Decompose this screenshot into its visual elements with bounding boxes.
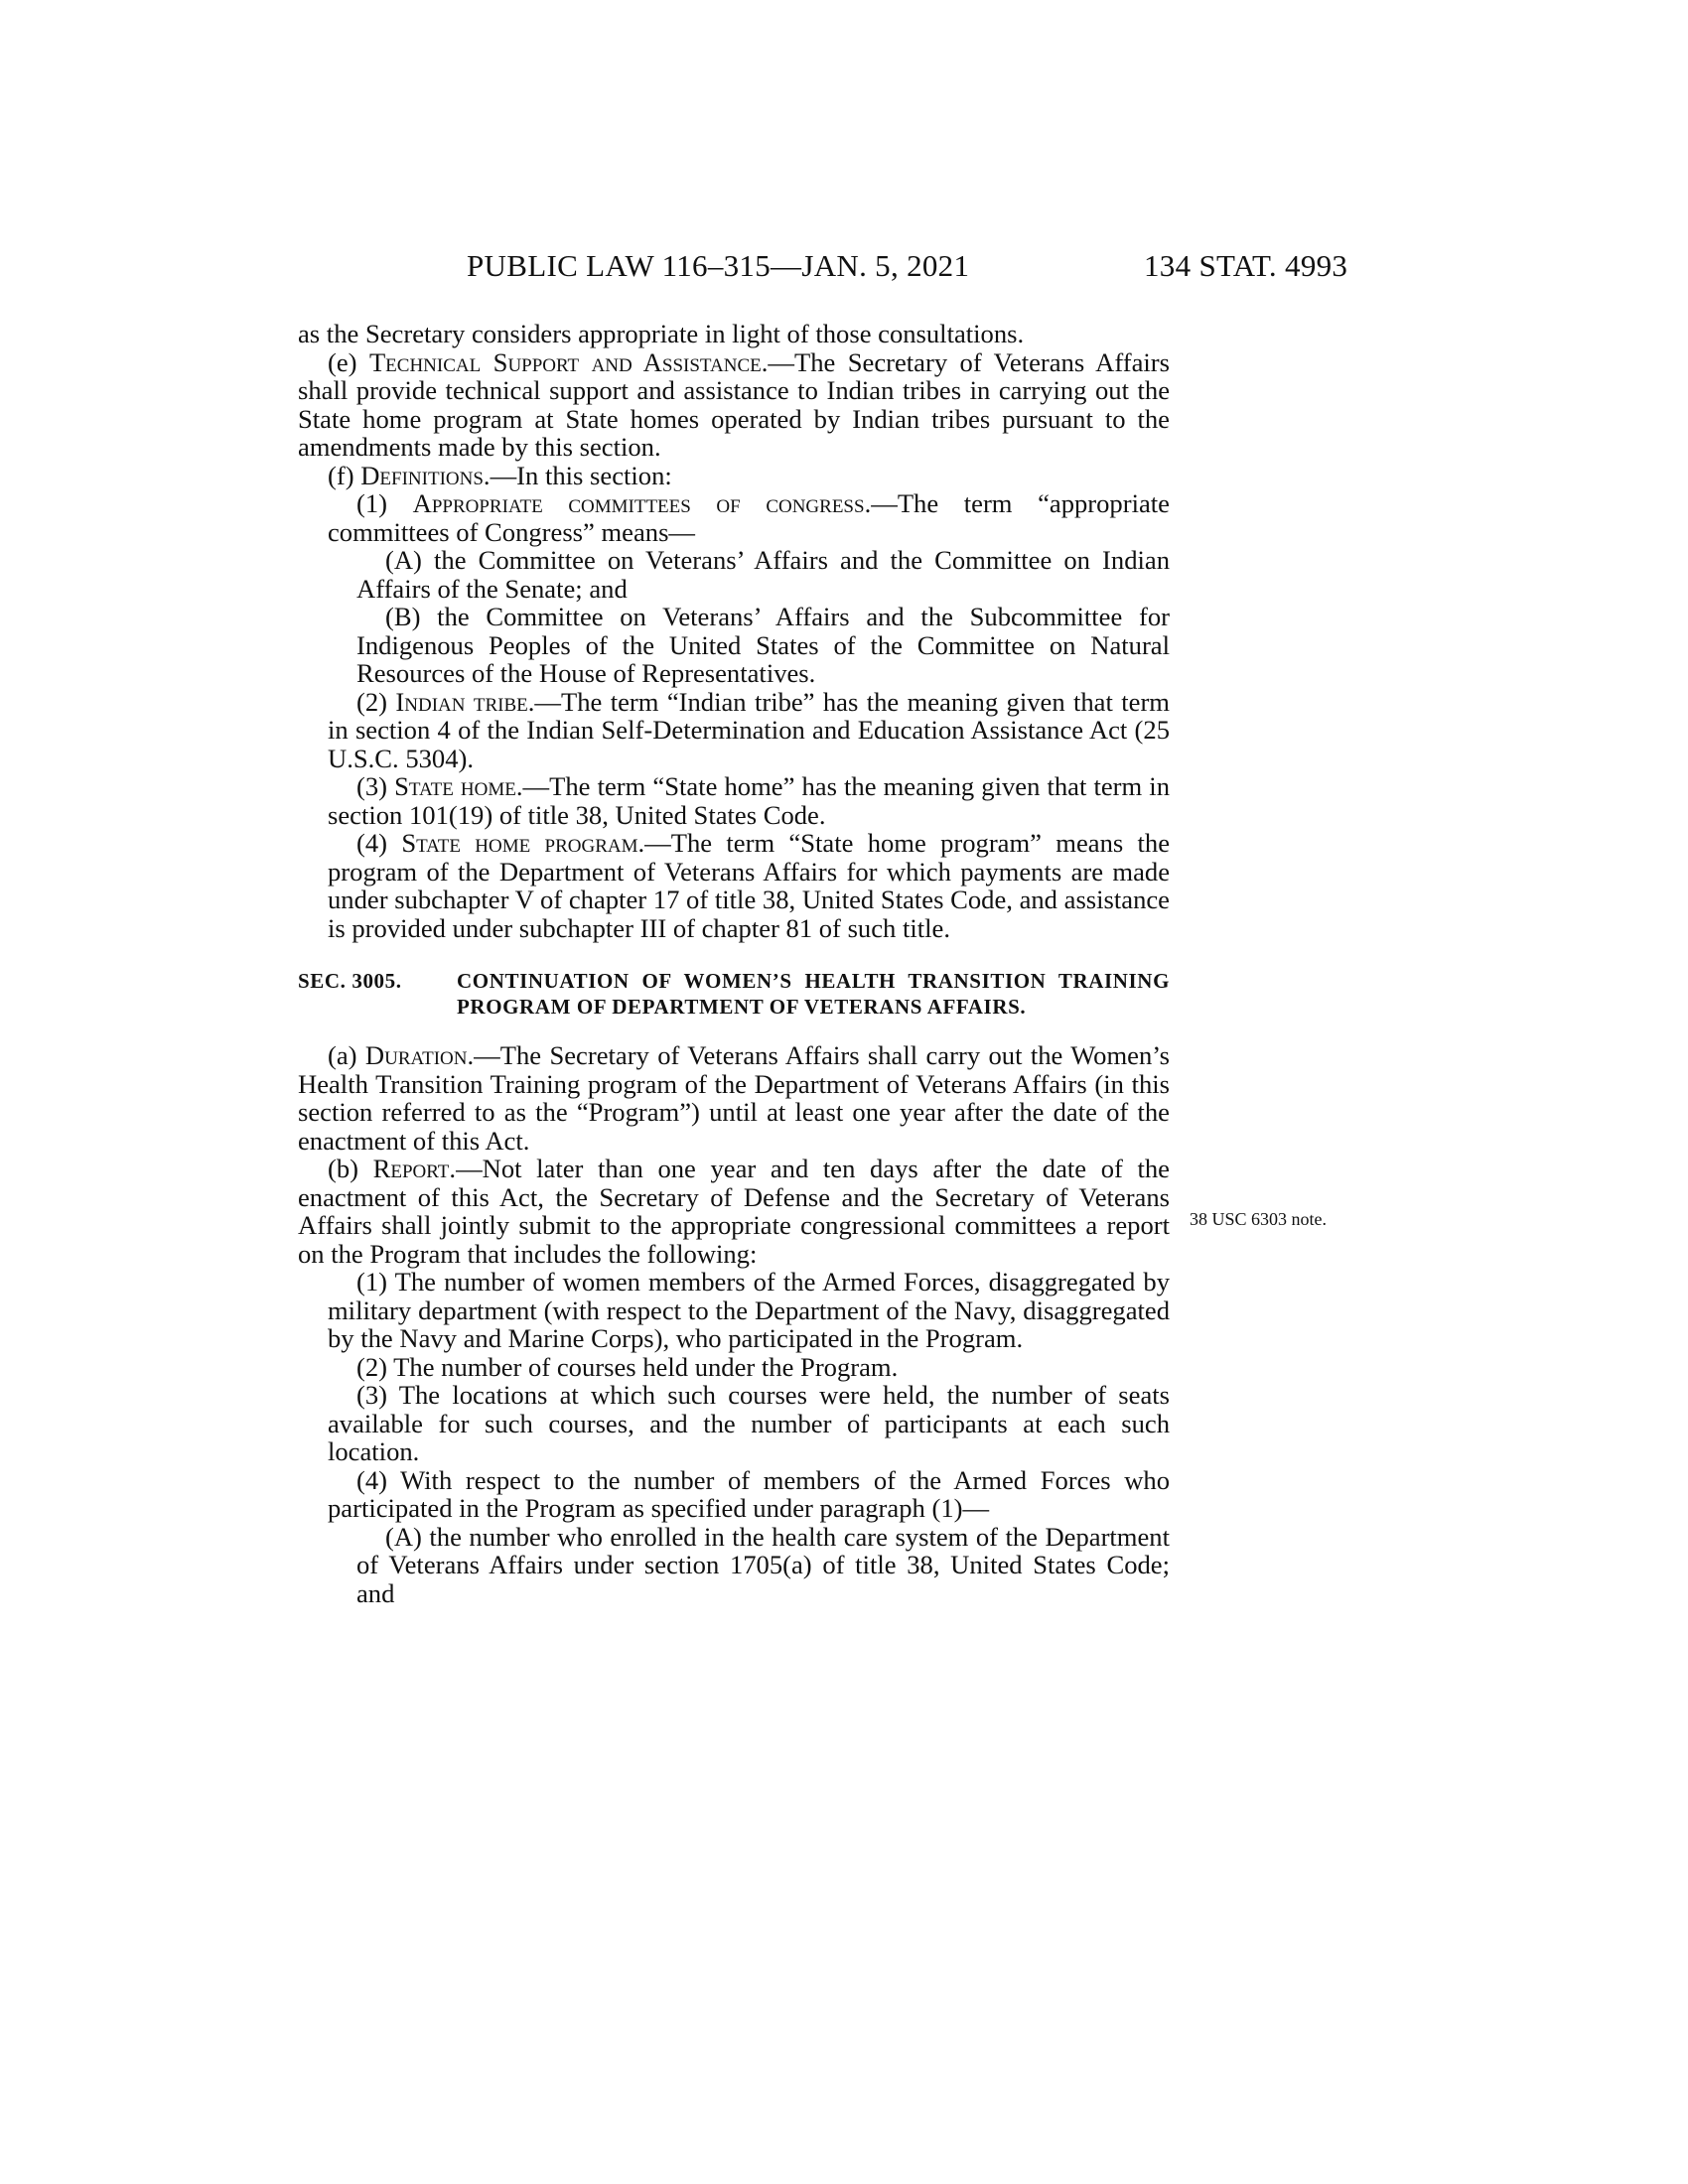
report-item-2: (2) The number of courses held under the Program. bbox=[356, 1351, 899, 1382]
definition-1-b: (B) the Committee on Veterans’ Affairs and the Subcommittee for Indigenous Peoples of the United States of the Committee on Natural Resources of the House of Representatives. bbox=[356, 602, 1170, 688]
running-header-title: PUBLIC LAW 116–315—JAN. 5, 2021 bbox=[467, 248, 970, 283]
report-item-3: (3) The locations at which such courses were held, the number of seats available for such courses, and the number of participants at each such location. bbox=[328, 1380, 1170, 1466]
paragraph-b bbox=[298, 1155, 1170, 1268]
definition-1-heading: Appropriate committees of congress. bbox=[412, 488, 872, 518]
definition-2 bbox=[298, 688, 1170, 773]
paragraph-b-number: (b) bbox=[328, 1154, 373, 1183]
report-item-4-a: (A) the number who enrolled in the health care system of the Department of Veterans Affairs under section 1705(a) of title 38, United States Code; and bbox=[356, 1521, 1170, 1608]
section-title: CONTINUATION OF WOMEN’S HEALTH TRANSITION TRAINING PROGRAM OF DEPARTMENT OF VETERANS AFFAIRS. bbox=[457, 969, 1170, 1019]
definition-3 bbox=[298, 772, 1170, 829]
report-item-4: (4) With respect to the number of members of the Armed Forces who participated in the Program as specified under paragraph (1)— bbox=[328, 1464, 1170, 1523]
section-heading bbox=[298, 968, 1170, 1020]
definition-1-a: (A) the Committee on Veterans’ Affairs and the Committee on Indian Affairs of the Senate; and bbox=[356, 545, 1170, 604]
paragraph-a-text: —The Secretary of Veterans Affairs shall carry out the Women’s Health Transition Training program of the Department of Veterans Affairs (in this section referred to as the “Program”) until at least one year after the date of the enactment of this Act. bbox=[298, 1040, 1170, 1156]
report-item-1: (1) The number of women members of the Armed Forces, disaggregated by military department (with respect to the Department of the Navy, disaggregated by the Navy and Marine Corps), who participated in the Program. bbox=[328, 1267, 1170, 1353]
definition-3-heading: State home. bbox=[394, 771, 523, 801]
paragraph-a bbox=[298, 1041, 1170, 1155]
paragraph-b-text: —Not later than one year and ten days after the date of the enactment of this Act, the Secretary of Defense and the Secretary of Veterans Affairs shall jointly submit to the appropriate congressional committees a report on the Program that includes the following: bbox=[298, 1154, 1170, 1269]
paragraph-b-heading: Report. bbox=[372, 1154, 457, 1183]
definition-2-number: (2) bbox=[356, 686, 396, 717]
definition-2-text: —The term “Indian tribe” has the meaning given that term in section 4 of the Indian Self-Determination and Education Assistance Act (25 U.S.C. 5304). bbox=[328, 686, 1170, 773]
definition-4-text: —The term “State home program” means the program of the Department of Veterans Affairs for which payments are made under subchapter V of chapter 17 of title 38, United States Code, and assistance is provided under subchapter III of chapter 81 of such title. bbox=[328, 828, 1170, 943]
definition-3-number: (3) bbox=[356, 771, 395, 801]
definition-4 bbox=[298, 829, 1170, 942]
paragraph-e-heading: Technical Support and Assistance. bbox=[368, 346, 769, 377]
definition-1 bbox=[298, 489, 1170, 546]
definition-4-heading: State home program. bbox=[401, 828, 645, 858]
definition-4-number: (4) bbox=[356, 828, 402, 858]
document-body bbox=[298, 320, 1170, 1607]
paragraph-e-number: (e) bbox=[328, 346, 369, 377]
definition-1-number: (1) bbox=[356, 488, 413, 518]
paragraph-e bbox=[298, 348, 1170, 462]
paragraph-continuation: as the Secretary considers appropriate in light of those consultations. bbox=[298, 319, 1025, 348]
definition-1-text: —The term “appropriate committees of Congress” means— bbox=[328, 488, 1170, 547]
paragraph-a-heading: Duration. bbox=[364, 1040, 475, 1070]
definition-3-text: —The term “State home” has the meaning given that term in section 101(19) of title 38, United States Code. bbox=[328, 771, 1170, 830]
paragraph-e-text: —The Secretary of Veterans Affairs shall provide technical support and assistance to Indian tribes in carrying out the State home program at State homes operated by Indian tribes pursuant to the amendments made by this section. bbox=[298, 346, 1170, 462]
margin-note-usc-citation: 38 USC 6303 note. bbox=[1190, 1209, 1328, 1229]
paragraph-f-number: (f) bbox=[328, 460, 361, 490]
paragraph-f-heading: Definitions. bbox=[360, 460, 491, 490]
running-header-stat-page: 134 STAT. 4993 bbox=[1144, 248, 1348, 283]
section-number: SEC. 3005. bbox=[298, 969, 402, 993]
paragraph-f-text: —In this section: bbox=[490, 460, 672, 490]
paragraph-f bbox=[298, 462, 1170, 490]
paragraph-a-number: (a) bbox=[328, 1040, 365, 1070]
definition-2-heading: Indian tribe. bbox=[395, 686, 535, 717]
